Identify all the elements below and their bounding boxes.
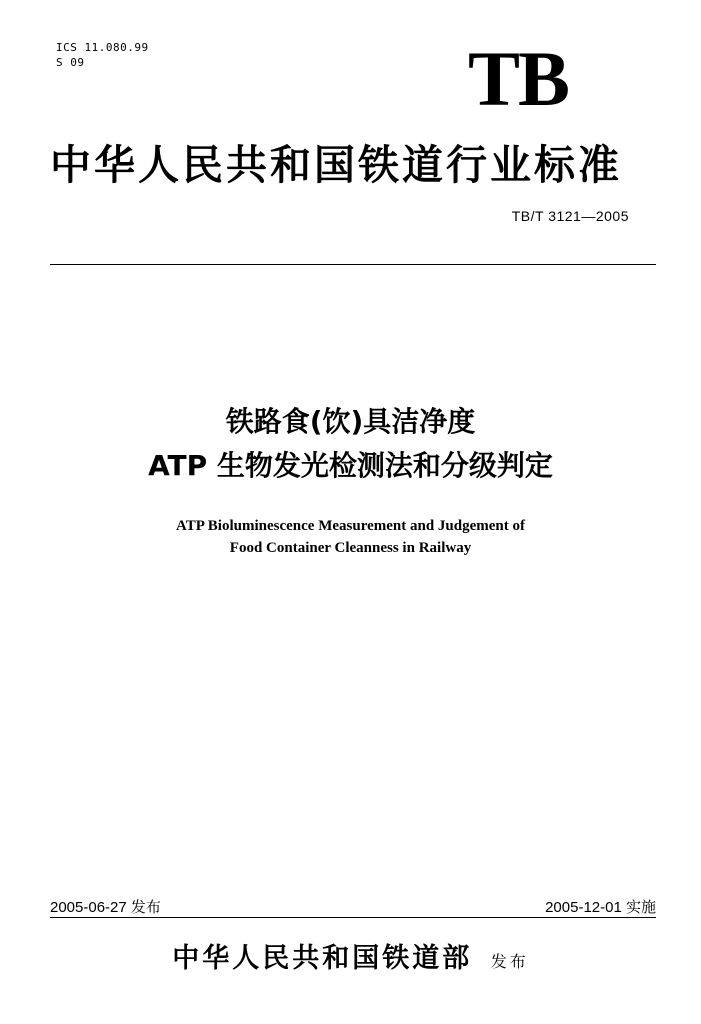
issue-word: 发布	[490, 952, 529, 971]
tb-logo: TB	[468, 35, 569, 122]
implementation-date: 2005-12-01 实施	[545, 899, 656, 916]
document-title-english	[0, 515, 701, 559]
standard-title: 中华人民共和国铁道行业标准	[50, 141, 622, 189]
ccs-code: S 09	[56, 56, 85, 69]
title-en-line-2: Food Container Cleanness in Railway	[229, 540, 472, 556]
top-divider	[50, 264, 656, 265]
bottom-divider	[50, 917, 656, 918]
document-title-chinese	[0, 400, 701, 488]
issuer-row	[0, 936, 701, 975]
title-en-line-1: ATP Bioluminescence Measurement and Judgement of	[175, 518, 525, 534]
standard-number: TB/T 3121—2005	[511, 208, 629, 224]
title-zh-line-2: ATP 生物发光检测法和分级判定	[148, 449, 553, 482]
classification-codes	[56, 40, 149, 70]
ics-code: ICS 11.080.99	[56, 41, 149, 54]
issuing-authority: 中华人民共和国铁道部	[172, 943, 473, 974]
issue-date: 2005-06-27 发布	[50, 899, 161, 916]
title-zh-line-1: 铁路食(饮)具洁净度	[225, 405, 476, 438]
dates-row	[50, 896, 656, 916]
